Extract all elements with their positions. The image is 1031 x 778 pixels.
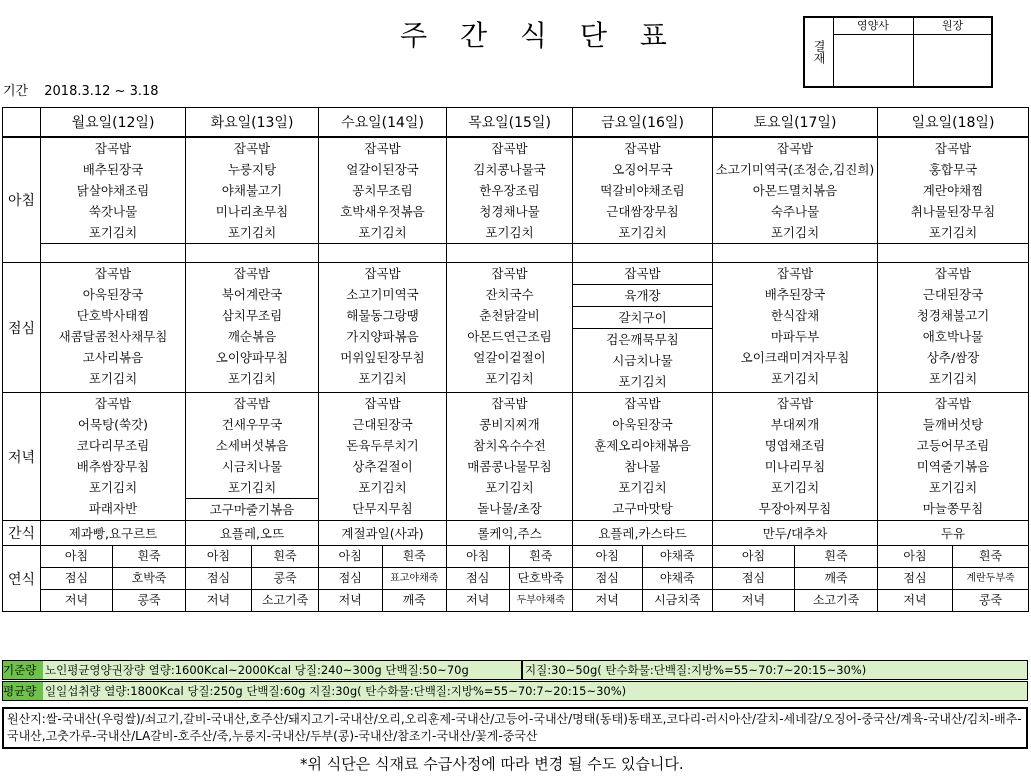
approval-box (803, 16, 993, 88)
menu-item: 점심 (573, 568, 643, 590)
period (3, 80, 159, 99)
snack-cell: 두유 (878, 521, 1029, 546)
menu-item: 애호박나물 (922, 329, 984, 344)
menu-item: 잡곡밥 (934, 396, 972, 411)
menu-item: 잡곡밥 (364, 396, 401, 411)
menu-item: 시금치죽 (654, 593, 701, 607)
lunch-row (3, 263, 1029, 393)
menu-item: 얼갈이된장국 (346, 162, 419, 177)
menu-item: 포기김치 (88, 480, 138, 495)
menu-item: 계란야채찜 (922, 183, 984, 198)
approval-dietitian (833, 18, 914, 86)
menu-item: 잡곡밥 (776, 141, 814, 156)
menu-item: 한우장조림 (479, 183, 540, 198)
menu-item: 포기김치 (358, 371, 407, 386)
menu-item: 점심 (41, 568, 113, 590)
menu-item: 김치콩나물국 (473, 162, 546, 177)
menu-item: 포기김치 (88, 371, 138, 386)
menu-item: 소고기미역국 (346, 287, 419, 302)
approval-director-label: 원장 (914, 18, 991, 35)
standard-text-2: 지질:30~50g( 탄수화물:단백질:지방%=55~70:7~20:15~30%) (525, 663, 867, 677)
menu-item: 무장아찌무침 (758, 501, 832, 516)
menu-item: 꽁치무조림 (352, 183, 413, 198)
menu-item: 미나리초무침 (215, 204, 289, 219)
menu-item: 아욱된장국 (612, 417, 673, 432)
menu-item: 잡곡밥 (624, 396, 661, 411)
menu-item: 점심 (186, 568, 252, 590)
menu-item: 콩죽 (978, 593, 1003, 607)
menu-item: 아침 (41, 546, 113, 568)
menu-item: 배추쌈장무침 (76, 459, 150, 474)
menu-item: 시금치나물 (221, 459, 283, 474)
menu-item: 어묵탕(쑥갓) (77, 417, 149, 432)
menu-item: 잡곡밥 (776, 396, 814, 411)
row-label-soft: 연식 (3, 546, 41, 612)
menu-item: 누룽지탕 (227, 162, 277, 177)
page-title: 주 간 식 단 표 (400, 19, 679, 52)
menu-item: 잡곡밥 (491, 141, 528, 156)
soft-diet-cell (186, 546, 319, 612)
dinner-cell (713, 393, 878, 521)
footnote: *위 식단은 식재료 수급사정에 따라 변경 될 수도 있습니다. (300, 755, 684, 773)
menu-item: 부대찌개 (770, 417, 820, 432)
row-label-dinner: 저녁 (3, 393, 41, 521)
lunch-cell (713, 263, 878, 393)
menu-item: 저녁 (447, 590, 510, 611)
menu-item: 미역줄기볶음 (916, 459, 990, 474)
average-text: 일일섭취량 열량:1800Kcal 당질:250g 단백질:60g 지질:30g( 탄수화물:단백질:지방%=55~70:7~20:15~30%) (45, 684, 627, 698)
menu-item: 잡곡밥 (94, 141, 132, 156)
menu-table (2, 107, 1029, 612)
menu-item: 잡곡밥 (233, 266, 271, 281)
menu-item: 돌나물/초장 (477, 501, 542, 516)
menu-item: 단무지무침 (352, 501, 413, 516)
soft-diet-cell (878, 546, 1029, 612)
menu-item: 시금치나물 (612, 353, 673, 368)
dinner-row (3, 393, 1029, 521)
menu-item: 포기김치 (358, 480, 407, 495)
breakfast-cell (573, 137, 713, 244)
menu-item: 포기김치 (618, 225, 667, 240)
day-header: 월요일(12일) (41, 108, 186, 138)
menu-item: 콩죽 (252, 568, 318, 590)
menu-item: 포기김치 (618, 480, 667, 495)
menu-item: 흰죽 (953, 546, 1028, 568)
menu-item: 배추된장국 (82, 162, 144, 177)
menu-item: 북어계란국 (221, 287, 283, 302)
menu-item: 매콤콩나물무침 (467, 459, 552, 474)
day-header: 토요일(17일) (713, 108, 878, 138)
menu-item: 흰죽 (252, 546, 318, 568)
menu-item: 저녁 (319, 590, 383, 611)
menu-item: 아몬드연근조림 (467, 329, 552, 344)
menu-item: 흰죽 (795, 546, 877, 568)
menu-item: 아욱된장국 (82, 287, 144, 302)
lunch-cell (41, 263, 186, 393)
row-label-breakfast: 아침 (3, 137, 41, 263)
menu-item: 명엽채조림 (764, 438, 826, 453)
menu-item: 닭살야채조림 (76, 183, 150, 198)
menu-item: 잡곡밥 (934, 141, 972, 156)
menu-item: 잡곡밥 (776, 266, 814, 281)
day-header: 일요일(18일) (878, 108, 1029, 138)
dinner-cell (447, 393, 573, 521)
breakfast-cell (41, 137, 186, 244)
menu-item: 점심 (319, 568, 383, 590)
day-header-row (3, 108, 1029, 138)
dinner-cell (186, 393, 319, 521)
soft-diet-cell (447, 546, 573, 612)
menu-item: 돈육두루치기 (346, 438, 419, 453)
menu-item: 계란두부죽 (953, 568, 1028, 590)
menu-item: 잡곡밥 (364, 141, 401, 156)
menu-item: 해물동그랑땡 (346, 308, 419, 323)
snack-cell: 만두/대추차 (713, 521, 878, 546)
menu-item: 표고야채죽 (383, 568, 447, 590)
origin-info: 원산지:쌀-국내산(우렁쌀)/쇠고기,갈비-국내산,호주산/돼지고기-국내산/오리,오리훈제-국내산/고등어-국내산/명태(동태)동태포,코다리-러시아산/갈치-세네갈/오징어-중국산/계육-국내산/김치-배추-국내산,고춧가루-국내산/LA갈비-호주산/죽,누룽지-국내산/두부(콩)-국내산/참조기-국내산/꽃게-중국산 (2, 707, 1028, 749)
row-label-lunch: 점심 (3, 263, 41, 393)
menu-item: 포기김치 (618, 374, 667, 389)
menu-item: 취나물된장무침 (910, 204, 996, 219)
menu-item: 포기김치 (358, 225, 407, 240)
row-label-snack: 간식 (3, 521, 41, 546)
menu-item: 포기김치 (485, 225, 534, 240)
menu-item: 육개장 (573, 285, 712, 307)
menu-item: 소고기미역국(조정순,김진희) (715, 162, 875, 177)
menu-item: 포기김치 (770, 480, 820, 495)
menu-item: 근대된장국 (352, 417, 413, 432)
menu-item: 머위잎된장무침 (340, 350, 425, 365)
day-header: 목요일(15일) (447, 108, 573, 138)
breakfast-cell (713, 137, 878, 244)
standard-intake-bar (2, 660, 1028, 680)
menu-item: 오징어무국 (612, 162, 673, 177)
menu-item: 검은깨묵무침 (606, 332, 679, 347)
dinner-cell (41, 393, 186, 521)
breakfast-row (3, 137, 1029, 244)
menu-item: 근대된장국 (922, 287, 984, 302)
menu-item: 점심 (713, 568, 795, 590)
standard-divider (521, 661, 523, 679)
menu-item: 숙주나물 (770, 204, 820, 219)
dinner-cell (573, 393, 713, 521)
menu-item: 청경채불고기 (916, 308, 990, 323)
menu-item: 포기김치 (928, 225, 978, 240)
breakfast-cell (186, 137, 319, 244)
menu-item: 갈치구이 (573, 307, 712, 329)
soft-diet-cell (713, 546, 878, 612)
menu-item: 저녁 (41, 590, 113, 611)
approval-side-label: 결재 (805, 18, 834, 86)
soft-diet-row (3, 546, 1029, 612)
day-header: 금요일(16일) (573, 108, 713, 138)
menu-item: 포기김치 (485, 371, 534, 386)
corner-cell (3, 108, 41, 138)
menu-item: 포기김치 (928, 371, 978, 386)
menu-item: 한식잡채 (770, 308, 820, 323)
lunch-cell (447, 263, 573, 393)
menu-item: 저녁 (573, 590, 643, 611)
snack-cell: 요플레,오뜨 (186, 521, 319, 546)
menu-item: 상추/쌈장 (926, 350, 980, 365)
lunch-cell (878, 263, 1029, 393)
breakfast-cell (878, 137, 1029, 244)
lunch-cell (573, 263, 713, 393)
menu-item: 단호박죽 (510, 568, 573, 590)
menu-item: 소고기죽 (261, 593, 309, 607)
menu-item: 오이크래미겨자무침 (740, 350, 850, 365)
menu-item: 아침 (573, 546, 643, 568)
menu-item: 코다리무조림 (76, 438, 150, 453)
lunch-cell (319, 263, 447, 393)
soft-diet-cell (573, 546, 713, 612)
snack-row (3, 521, 1029, 546)
menu-item: 가지양파볶음 (346, 329, 419, 344)
menu-item: 마늘쫑무침 (922, 501, 984, 516)
menu-item: 춘천닭갈비 (479, 308, 540, 323)
menu-item: 참치옥수수전 (473, 438, 546, 453)
menu-item: 파래자반 (88, 501, 138, 516)
menu-item: 깨죽 (795, 568, 877, 590)
menu-item: 콩비지찌개 (479, 417, 540, 432)
dinner-cell (319, 393, 447, 521)
snack-cell: 계절과일(사과) (319, 521, 447, 546)
menu-item: 근대쌈장무침 (606, 204, 679, 219)
menu-item: 흰죽 (383, 546, 447, 568)
menu-item: 저녁 (713, 590, 795, 611)
day-header: 수요일(14일) (319, 108, 447, 138)
menu-item: 마파두부 (770, 329, 820, 344)
period-label: 기간 (3, 84, 29, 99)
menu-item: 고구마줄기볶음 (186, 498, 318, 520)
menu-item: 포기김치 (770, 225, 820, 240)
menu-item: 포기김치 (928, 480, 978, 495)
menu-item: 저녁 (878, 590, 953, 611)
menu-item: 깨죽 (402, 593, 426, 607)
menu-item: 점심 (878, 568, 953, 590)
menu-item: 홍합무국 (928, 162, 978, 177)
snack-cell: 요플레,카스타드 (573, 521, 713, 546)
dinner-cell (878, 393, 1029, 521)
menu-item: 잡곡밥 (624, 141, 661, 156)
average-intake-bar (2, 681, 1028, 701)
menu-item: 고사리볶음 (82, 350, 144, 365)
menu-item: 얼갈이겉절이 (473, 350, 546, 365)
soft-diet-cell (319, 546, 447, 612)
menu-item: 포기김치 (88, 225, 138, 240)
day-header: 화요일(13일) (186, 108, 319, 138)
menu-item: 포기김치 (770, 371, 820, 386)
menu-item: 잡곡밥 (94, 396, 132, 411)
menu-item: 들깨버섯탕 (922, 417, 984, 432)
menu-item: 콩죽 (137, 593, 161, 607)
menu-item: 쑥갓나물 (88, 204, 138, 219)
period-value: 2018.3.12 ~ 3.18 (44, 84, 159, 99)
average-tag: 평균량 (3, 682, 43, 700)
menu-item: 잡곡밥 (364, 266, 401, 281)
standard-tag: 기준량 (3, 661, 43, 679)
menu-item: 아침 (713, 546, 795, 568)
menu-item: 건새우무국 (221, 417, 283, 432)
menu-item: 아침 (878, 546, 953, 568)
menu-item: 호박새우젓볶음 (340, 204, 425, 219)
menu-item: 야채불고기 (221, 183, 283, 198)
breakfast-gap-row (3, 244, 1029, 263)
approval-dietitian-label: 영양사 (833, 18, 913, 35)
menu-item: 단호박사태찜 (76, 308, 150, 323)
menu-item: 잔치국수 (485, 287, 534, 302)
menu-item: 잡곡밥 (934, 266, 972, 281)
breakfast-cell (319, 137, 447, 244)
menu-item: 포기김치 (485, 480, 534, 495)
soft-diet-cell (41, 546, 186, 612)
menu-item: 삼치무조림 (221, 308, 283, 323)
menu-item: 야채죽 (643, 568, 713, 590)
menu-item: 점심 (447, 568, 510, 590)
menu-item: 잡곡밥 (94, 266, 132, 281)
menu-item: 잡곡밥 (233, 141, 271, 156)
menu-item: 야채죽 (643, 546, 713, 568)
menu-item: 미나리무침 (764, 459, 826, 474)
standard-text-1: 노인평균영양권장량 열량:1600Kcal~2000Kcal 당질:240~300g 단백질:50~70g (45, 663, 469, 677)
menu-item: 오이양파무침 (215, 350, 289, 365)
lunch-cell (186, 263, 319, 393)
menu-item: 훈제오리야채볶음 (594, 438, 691, 453)
menu-item: 소고기죽 (812, 593, 860, 607)
menu-item: 잡곡밥 (491, 266, 528, 281)
menu-item: 잡곡밥 (233, 396, 271, 411)
menu-item: 아몬드멸치볶음 (752, 183, 838, 198)
menu-item: 포기김치 (227, 371, 277, 386)
menu-item: 청경채나물 (479, 204, 540, 219)
menu-item: 흰죽 (113, 546, 185, 568)
approval-director (914, 18, 991, 86)
menu-item: 잡곡밥 (491, 396, 528, 411)
menu-item: 잡곡밥 (573, 263, 712, 285)
menu-item: 두부야채죽 (516, 595, 565, 606)
menu-item: 상추겉절이 (352, 459, 413, 474)
menu-item: 고구마맛탕 (612, 501, 673, 516)
menu-item: 아침 (447, 546, 510, 568)
menu-item: 새콤달콤천사채무침 (58, 329, 168, 344)
menu-item: 떡갈비야채조림 (600, 183, 685, 198)
menu-item: 고등어무조림 (916, 438, 990, 453)
menu-item: 소세버섯볶음 (215, 438, 289, 453)
menu-item: 포기김치 (227, 225, 277, 240)
menu-item: 호박죽 (113, 568, 185, 590)
menu-item: 아침 (319, 546, 383, 568)
menu-item: 포기김치 (227, 480, 277, 495)
menu-item: 아침 (186, 546, 252, 568)
breakfast-cell (447, 137, 573, 244)
snack-cell: 롤케익,주스 (447, 521, 573, 546)
menu-item: 저녁 (186, 590, 252, 611)
menu-item: 흰죽 (510, 546, 573, 568)
snack-cell: 제과빵,요구르트 (41, 521, 186, 546)
menu-item: 배추된장국 (764, 287, 826, 302)
menu-item: 참나물 (624, 459, 661, 474)
menu-item: 깨순볶음 (227, 329, 277, 344)
